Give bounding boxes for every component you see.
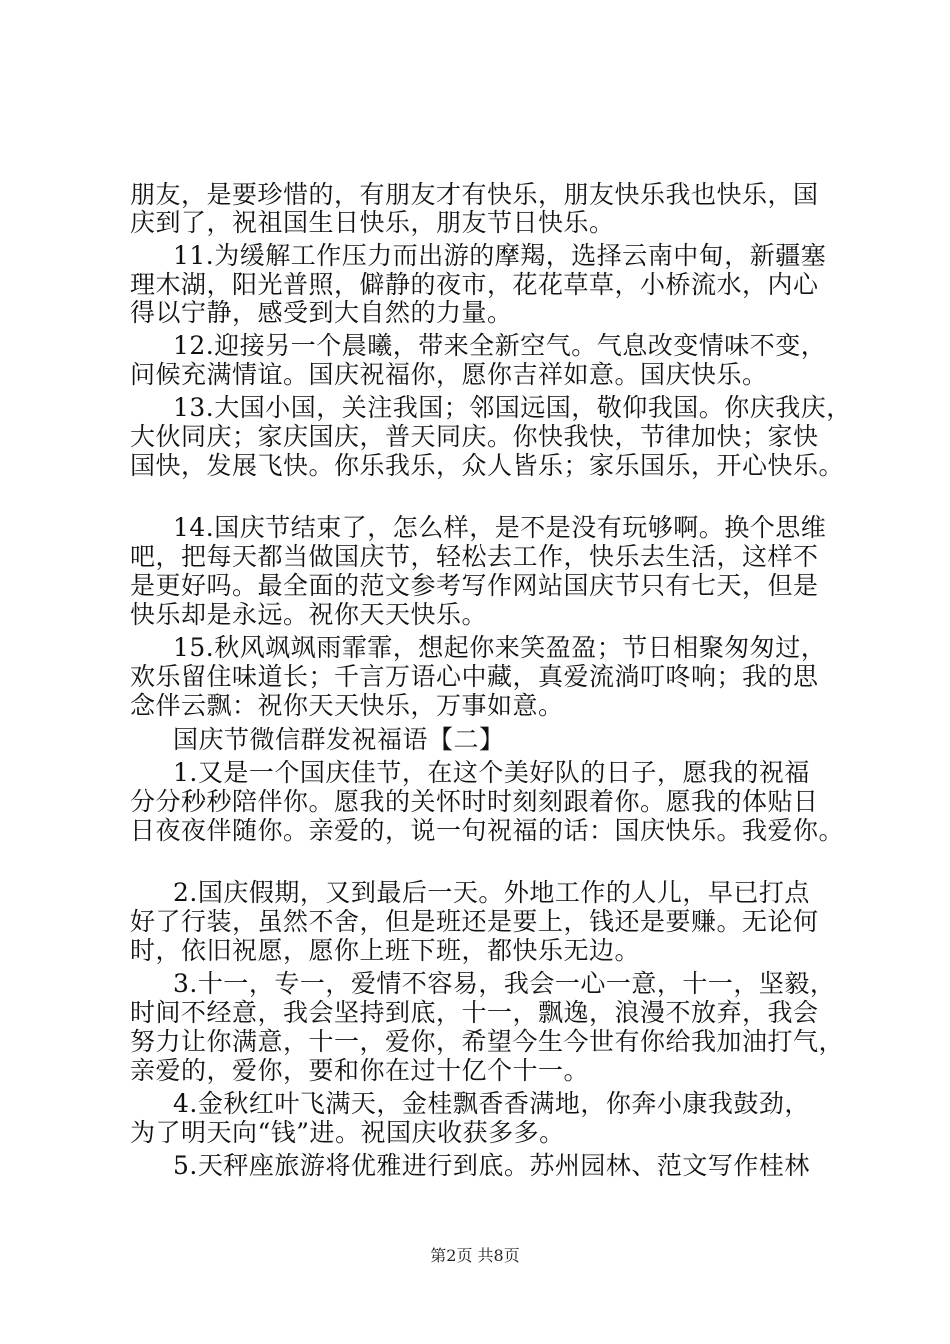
text-line: 念伴云飘：祝你天天快乐，万事如意。 bbox=[130, 691, 564, 720]
text-line: 得以宁静，感受到大自然的力量。 bbox=[130, 298, 513, 327]
text-line: 11.为缓解工作压力而出游的摩羯，选择云南中甸，新疆塞 bbox=[173, 241, 827, 270]
text-line: 分分秒秒陪伴你。愿我的关怀时时刻刻跟着你。愿我的体贴日 bbox=[130, 787, 819, 816]
text-line: 5.天秤座旅游将优雅进行到底。苏州园林、范文写作桂林 bbox=[173, 1151, 810, 1180]
text-line: 国快，发展飞快。你乐我乐，众人皆乐；家乐国乐，开心快乐。 bbox=[130, 451, 845, 480]
section-heading: 国庆节微信群发祝福语【二】 bbox=[173, 725, 505, 754]
text-line: 欢乐留住味道长；千言万语心中藏，真爱流淌叮咚响；我的思 bbox=[130, 662, 819, 691]
text-line: 努力让你满意，十一，爱你，希望今生今世有你给我加油打气， bbox=[130, 1027, 845, 1056]
text-line: 亲爱的，爱你，要和你在过十亿个十一。 bbox=[130, 1056, 590, 1085]
text-line: 日夜夜伴随你。亲爱的，说一句祝福的话：国庆快乐。我爱你。 bbox=[130, 816, 845, 845]
text-line: 朋友，是要珍惜的，有朋友才有快乐，朋友快乐我也快乐，国 bbox=[130, 180, 819, 209]
text-line: 大伙同庆；家庆国庆，普天同庆。你快我快，节律加快；家快 bbox=[130, 422, 819, 451]
text-line: 14.国庆节结束了，怎么样，是不是没有玩够啊。换个思维 bbox=[173, 513, 827, 542]
text-line: 是更好吗。最全面的范文参考写作网站国庆节只有七天，但是 bbox=[130, 571, 819, 600]
text-line: 好了行装，虽然不舍，但是班还是要上，钱还是要赚。无论何 bbox=[130, 907, 819, 936]
text-line: 4.金秋红叶飞满天，金桂飘香香满地，你奔小康我鼓劲， bbox=[173, 1089, 810, 1118]
text-line: 13.大国小国，关注我国；邻国远国，敬仰我国。你庆我庆， bbox=[173, 393, 852, 422]
page-number-footer: 第2页 共8页 bbox=[430, 1246, 520, 1265]
text-line: 时间不经意，我会坚持到底，十一，飘逸，浪漫不放弃，我会 bbox=[130, 998, 819, 1027]
text-line: 15.秋风飒飒雨霏霏，想起你来笑盈盈；节日相聚匆匆过， bbox=[173, 633, 827, 662]
text-line: 问候充满情谊。国庆祝福你，愿你吉祥如意。国庆快乐。 bbox=[130, 360, 768, 389]
text-line: 庆到了，祝祖国生日快乐，朋友节日快乐。 bbox=[130, 208, 615, 237]
text-line: 理木湖，阳光普照，僻静的夜市，花花草草，小桥流水，内心 bbox=[130, 270, 819, 299]
text-line: 2.国庆假期，又到最后一天。外地工作的人儿，早已打点 bbox=[173, 878, 810, 907]
text-line: 时，依旧祝愿，愿你上班下班，都快乐无边。 bbox=[130, 936, 641, 965]
text-line: 快乐却是永远。祝你天天快乐。 bbox=[130, 600, 488, 629]
text-line: 为了明天向“钱”进。祝国庆收获多多。 bbox=[130, 1118, 565, 1147]
text-line: 12.迎接另一个晨曦，带来全新空气。气息改变情味不变， bbox=[173, 331, 827, 360]
text-line: 吧，把每天都当做国庆节，轻松去工作，快乐去生活，这样不 bbox=[130, 542, 819, 571]
text-line: 3.十一，专一，爱情不容易，我会一心一意，十一，坚毅， bbox=[173, 969, 836, 998]
text-line: 1.又是一个国庆佳节，在这个美好队的日子，愿我的祝福 bbox=[173, 758, 810, 787]
